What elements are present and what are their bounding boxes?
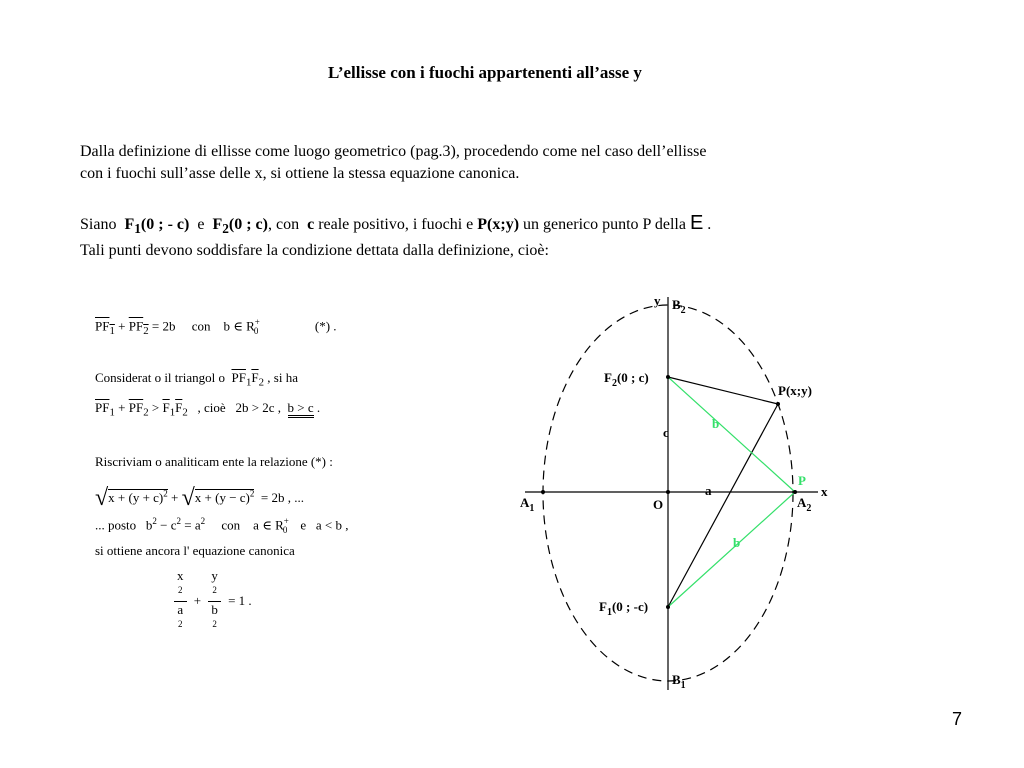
inequality-line: $\overline{PF}_1 + \overline{PF}_2 > \overline{F}_1\overline{F}_2$ , cioè 2b > 2c , b > c .: [95, 400, 321, 419]
frac-y2-b2: y $^2$ b $^2$: [208, 568, 221, 636]
f2-label: $F_2(0$ ; c): [604, 370, 649, 389]
vertex-a2-point: [793, 490, 797, 494]
riscriviamo-line: Riscriviam o analiticam ente la relazione (*) :: [95, 454, 333, 469]
consider-line: Considerat o il triangol o $\overline{PF}_1\overline{F}_2$ , si ha: [95, 370, 298, 389]
b2-label: $B_2$: [672, 297, 686, 316]
siano-line-2: Tali punti devono soddisfare la condizione dettata dalla definizione, cioè:: [80, 242, 549, 260]
b1-label: $B_1$: [672, 672, 686, 691]
origin-label: O: [653, 497, 664, 512]
x-axis-label: x: [821, 484, 828, 499]
intro-line-2: con i fuochi sull’asse delle x, si ottiene la stessa equazione canonica.: [80, 165, 520, 182]
f1-label: $F_1(0$ ; - c): [124, 216, 190, 237]
page-number: 7: [951, 709, 962, 729]
focus-f2-point: [666, 375, 670, 379]
con-word: , con: [267, 216, 300, 233]
a1-label: $A_1$: [520, 495, 535, 514]
siano-dot: .: [707, 216, 712, 233]
segment-f1-p: [668, 404, 778, 607]
vertex-a1-point: [541, 490, 545, 494]
frac-x2-a2: x $^2$ a $^2$: [174, 568, 187, 636]
siano-post: un generico punto P della: [523, 216, 686, 233]
b-label-upper: b: [712, 416, 720, 431]
siano-paragraph: [80, 212, 711, 262]
p-green-label: P: [798, 473, 806, 488]
equation-1: $\overline{PF}_1 + \overline{PF}_2 = 2b$ con b ∈ $R^+_0$ (*) .: [95, 317, 337, 337]
and-word: e: [197, 216, 205, 233]
y-axis-label: y: [654, 293, 661, 308]
b-label-lower: b: [733, 535, 741, 550]
canonical-equation: x $^2$ a $^2$ + y $^2$ b $^2$ = 1 .: [170, 568, 252, 636]
siano-line-1: [80, 212, 711, 240]
c-label: c: [307, 216, 315, 233]
f2-label: $F_2(0$ ; c): [212, 216, 268, 237]
segment-f1-a2: [668, 492, 795, 607]
pxy-figure-label: P(x;y): [778, 383, 812, 398]
posto-line: ... posto $b^2 - c^2 = a^2$ con a ∈ $R^+_0$ e a < b ,: [95, 516, 349, 535]
segment-f2-p: [668, 377, 778, 404]
segment-f2-a2: [668, 377, 795, 492]
pxy-label: P(x;y): [477, 216, 520, 233]
siano-pre: Siano: [80, 216, 117, 233]
result-b-gt-c: b > c: [288, 400, 314, 418]
siano-mid: reale positivo, i fuochi e: [318, 216, 474, 233]
origin-point: [666, 490, 670, 494]
a2-label: $A_2$: [797, 495, 812, 514]
c-label: c: [663, 425, 669, 440]
si-ottiene-line: si ottiene ancora l' equazione canonica: [95, 543, 295, 558]
ellipse-symbol: E: [689, 212, 704, 234]
intro-paragraph: [80, 141, 706, 185]
equation-2: $√x + (y + c)^2 + √x + (y - c)^2 = 2b$ , ...: [95, 485, 304, 511]
a-label: a: [705, 483, 712, 498]
intro-line-1: Dalla definizione di ellisse come luogo geometrico (pag.3), procedendo come nel caso dell’ellisse: [80, 143, 707, 160]
ellipse-figure: [500, 285, 840, 695]
page-title: L’ellisse con i fuochi appartenenti all’asse y: [328, 63, 642, 82]
point-p: [776, 402, 780, 406]
focus-f1-point: [666, 605, 670, 609]
f1-label: $F_1(0$ ; -c): [599, 599, 649, 618]
